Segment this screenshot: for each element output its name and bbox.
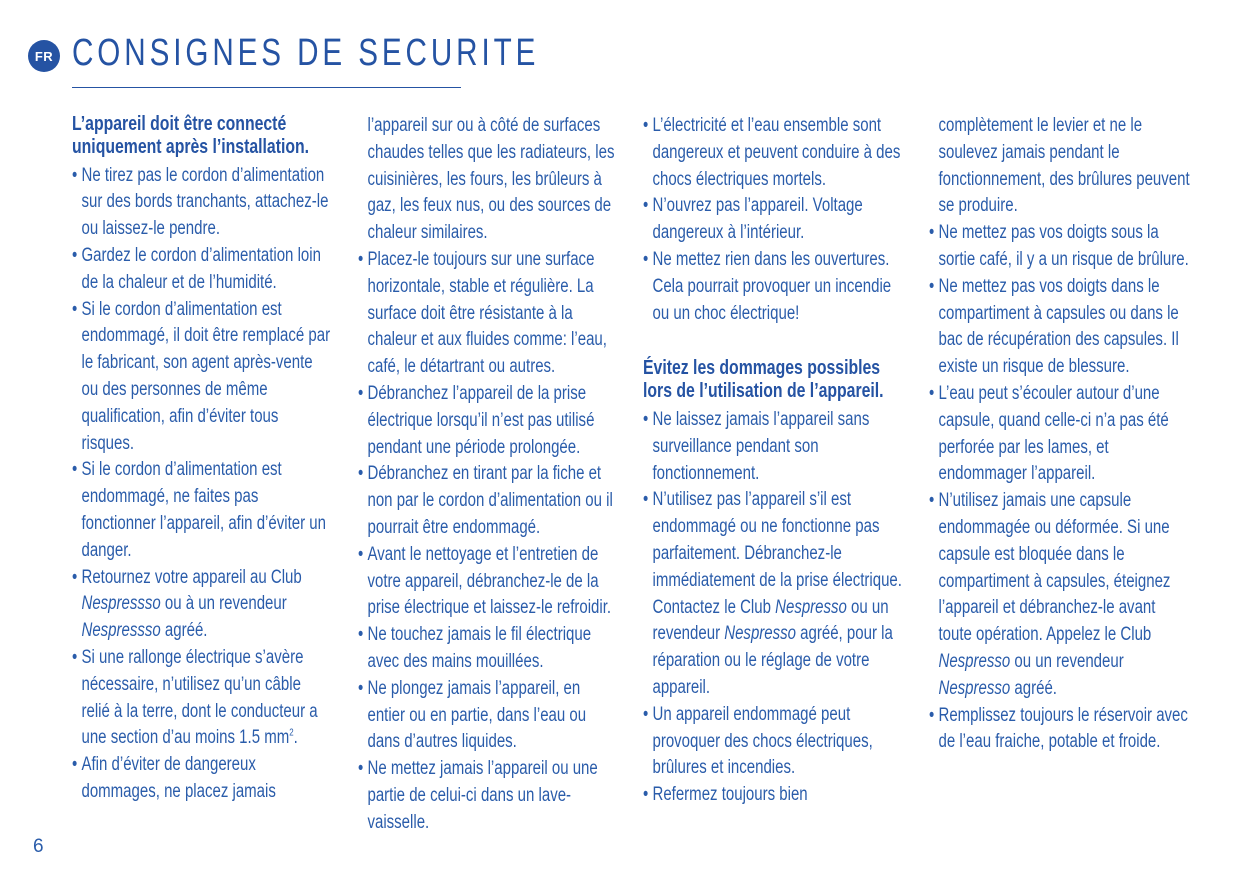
- list-item: • N’utilisez jamais une capsule endommagée ou déformée. Si une capsule est bloquée dans le compartiment à capsules, éteignez l’appareil et débranchez-le avant toute opération. Appelez le Club Nespresso ou un revendeur Nespresso agréé.: [929, 488, 1190, 702]
- list-item: • Un appareil endommagé peut provoquer des chocs électriques, brûlures et incendies.: [643, 702, 904, 782]
- list-item: • Ne laissez jamais l’appareil sans surveillance pendant son fonctionnement.: [643, 407, 904, 487]
- brand-name: Nespressso: [81, 593, 161, 615]
- list-item: • Ne mettez jamais l’appareil ou une partie de celui-ci dans un lave-vaisselle.: [358, 756, 619, 836]
- brand-name: Nespresso: [938, 650, 1011, 672]
- column-2: [358, 113, 616, 837]
- list-item: • Gardez le cordon d’alimentation loin de la chaleur et de l’humidité.: [72, 243, 333, 297]
- list-item: • Si le cordon d’alimentation est endommagé, il doit être remplacé par le fabricant, son agent après-vente ou des personnes de même qualification, afin d’éviter tous risques.: [72, 297, 333, 458]
- list-item: • Débranchez en tirant par la fiche et non par le cordon d’alimentation ou il pourrait être endommagé.: [358, 461, 619, 541]
- safety-list-2: [358, 247, 619, 837]
- continued-text: complètement le levier et ne le soulevez jamais pendant le fonctionnement, des brûlures peuvent se produire.: [938, 115, 1190, 217]
- brand-name: Nespresso: [724, 623, 797, 645]
- language-badge: FR: [28, 40, 60, 72]
- column-3: [643, 113, 901, 809]
- list-item: • Afin d’éviter de dangereux dommages, ne placez jamais: [72, 752, 333, 806]
- list-item: • Remplissez toujours le réservoir avec de l’eau fraiche, potable et froide.: [929, 703, 1190, 757]
- list-item: • Placez-le toujours sur une surface horizontale, stable et régulière. La surface doit être résistante à la chaleur et aux fluides comme: l’eau, café, le détartrant ou autres.: [358, 247, 619, 381]
- list-item: • Ne mettez rien dans les ouvertures. Cela pourrait provoquer un incendie ou un choc électrique!: [643, 247, 904, 327]
- safety-list-3a: [643, 113, 904, 327]
- safety-list-4: [929, 220, 1190, 756]
- list-item: • N’ouvrez pas l’appareil. Voltage dangereux à l’intérieur.: [643, 193, 904, 247]
- list-item: • Refermez toujours bien: [643, 782, 904, 809]
- list-item: • L’électricité et l’eau ensemble sont dangereux et peuvent conduire à des chocs électriques mortels.: [643, 113, 904, 193]
- title-divider: [72, 87, 461, 88]
- list-item: • Retournez votre appareil au Club Nespressso ou à un revendeur Nespressso agréé.: [72, 565, 333, 645]
- safety-list-1: [72, 163, 333, 806]
- brand-name: Nespresso: [938, 677, 1011, 699]
- continued-text: l’appareil sur ou à côté de surfaces chaudes telles que les radiateurs, les cuisinières, les fours, les brûleurs à gaz, les feux nus, ou des sources de chaleur similaires.: [367, 115, 615, 244]
- list-item: • L’eau peut s’écouler autour d’une capsule, quand celle-ci n’a pas été perforée par les lames, et endommager l’appareil.: [929, 381, 1190, 488]
- list-item: • Ne tirez pas le cordon d’alimentation sur des bords tranchants, attachez-le ou laissez-le pendre.: [72, 163, 333, 243]
- page-title: CONSIGNES DE SECURITE: [72, 32, 540, 74]
- section-heading-usage: Évitez les dommages possibles lors de l’utilisation de l’appareil.: [643, 357, 884, 403]
- list-item: • N’utilisez pas l’appareil s’il est endommagé ou ne fonctionne pas parfaitement. Débranchez-le immédiatement de la prise électrique. Contactez le Club Nespresso ou un revendeur Nespresso agréé, pour la réparation ou le réglage de votre appareil.: [643, 487, 904, 701]
- safety-list-3b: [643, 407, 904, 809]
- list-item: • Ne mettez pas vos doigts dans le compartiment à capsules ou dans le bac de récupération des capsules. Il existe un risque de blessure.: [929, 274, 1190, 381]
- list-item: • Si le cordon d’alimentation est endommagé, ne faites pas fonctionner l’appareil, afin d’éviter un danger.: [72, 457, 333, 564]
- list-item: • Débranchez l’appareil de la prise électrique lorsqu’il n’est pas utilisé pendant une période prolongée.: [358, 381, 619, 461]
- list-item: • Avant le nettoyage et l’entretien de votre appareil, débranchez-le de la prise électrique et laissez-le refroidir.: [358, 542, 619, 622]
- list-item: • Ne plongez jamais l’appareil, en entier ou en partie, dans l’eau ou dans d’autres liquides.: [358, 676, 619, 756]
- brand-name: Nespressso: [81, 620, 161, 642]
- section-heading-connection: L’appareil doit être connecté uniquement après l’installation.: [72, 113, 310, 158]
- column-4: [929, 113, 1190, 756]
- column-1: [72, 113, 330, 806]
- list-item: • Ne mettez pas vos doigts sous la sortie café, il y a un risque de brûlure.: [929, 220, 1190, 274]
- brand-name: Nespresso: [775, 596, 847, 618]
- page-number: 6: [33, 836, 44, 857]
- list-item: • Ne touchez jamais le fil électrique avec des mains mouillées.: [358, 622, 619, 676]
- list-item: • Si une rallonge électrique s’avère nécessaire, n’utilisez qu’un câble relié à la terre, dont le conducteur a une section d’au moins 1.5 $mm^2$.: [72, 645, 333, 752]
